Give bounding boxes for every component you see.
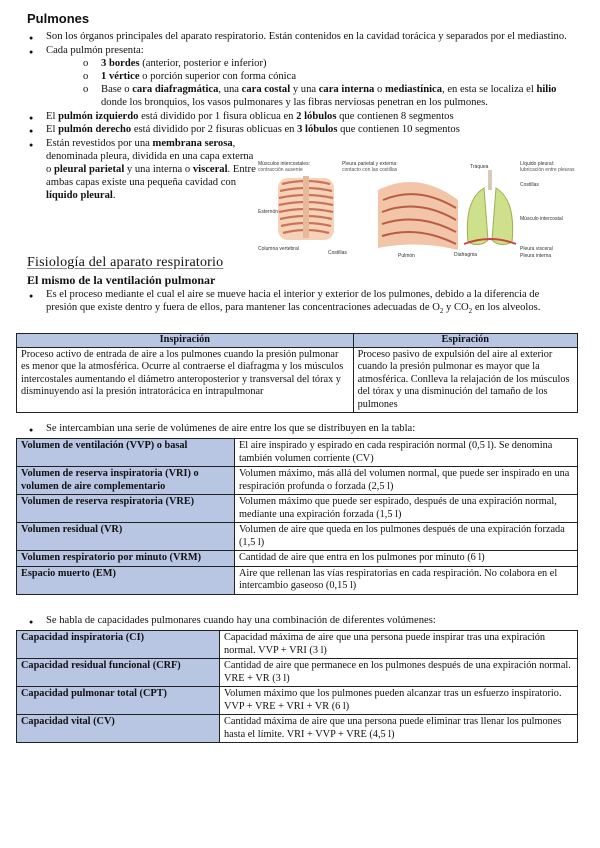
row-value: Volumen máximo que puede ser espirado, después de una expiración normal, mediante una expiración forzada (1,5 l) [235, 495, 578, 523]
section-subtitle: El mismo de la ventilación pulmonar [27, 273, 216, 287]
table-row [17, 523, 578, 551]
svg-text:Diafragma: Diafragma [454, 252, 478, 258]
table-row [17, 631, 578, 659]
row-value: Capacidad máxima de aire que una persona puede inspirar tras una expiración normal. VVP + VRI (3 l) [220, 631, 578, 659]
table-row [17, 467, 578, 495]
row-value: Volumen de aire que queda en los pulmones después de una expiración forzada (1,5 l) [235, 523, 578, 551]
volumes-intro: ● Se intercambian una serie de volúmenes de aire entre los que se distribuyen en la tabla: [27, 423, 572, 436]
svg-text:Pulmón: Pulmón [398, 253, 415, 259]
svg-text:contracción ausente: contracción ausente [258, 167, 303, 173]
row-key: Volumen residual (VR) [17, 523, 235, 551]
table-row [17, 551, 578, 567]
table-row [17, 566, 578, 594]
sub-item-base: o Base o cara diafragmática, una cara costal y una cara interna o mediastínica, en esta se localiza el hilio donde los bronquios, los vasos pulmonares y las fibras nerviosas penetran en los pulmones. [83, 84, 572, 110]
section-title: Fisiología del aparato respiratorio [27, 255, 224, 270]
svg-text:Músculo intercostal: Músculo intercostal [520, 216, 563, 222]
row-key: Volumen de reserva inspiratoria (VRI) o volumen de aire complementario [17, 467, 235, 495]
row-key: Capacidad residual funcional (CRF) [17, 659, 220, 687]
row-key: Volumen de ventilación (VVP) o basal [17, 439, 235, 467]
row-key: Capacidad inspiratoria (CI) [17, 631, 220, 659]
pleura-panel [342, 161, 458, 259]
label-musculos: Músculos intercostales: [258, 161, 310, 167]
sub-item-vertice: o 1 vértice o porción superior con forma cónica [83, 71, 572, 84]
table-row [17, 495, 578, 523]
table-row [17, 687, 578, 715]
svg-text:Esternón: Esternón [258, 209, 279, 215]
row-value: El aire inspirado y espirado en cada respiración normal (0,5 l). Se denomina también volumen corriente (CV) [235, 439, 578, 467]
row-key: Espacio muerto (EM) [17, 566, 235, 594]
sub-item-bordes: o 3 bordes (anterior, posterior e inferior) [83, 58, 572, 71]
list-item: ● Cada pulmón presenta: o 3 bordes (anterior, posterior e inferior) o 1 vértice o porción superior con forma cónica o Base o cara diafragmática, una cara costal y una cara interna o mediastínica, en esta se localiza el hilio donde los bronquios, los vasos pulmonares y las fibras nerviosas penetran en los pulmones. [27, 45, 572, 110]
row-key: Volumen de reserva respiratoria (VRE) [17, 495, 235, 523]
svg-text:lubricación entre pleuras: lubricación entre pleuras [520, 167, 575, 173]
inspiration-expiration-table [16, 333, 578, 413]
volumes-table [16, 438, 578, 595]
svg-text:Costillas: Costillas [328, 250, 347, 256]
svg-text:contacto con las costillas: contacto con las costillas [342, 167, 398, 173]
lungs-panel [454, 161, 575, 259]
row-key: Capacidad pulmonar total (CPT) [17, 687, 220, 715]
row-value: Cantidad de aire que entra en los pulmones por minuto (6 l) [235, 551, 578, 567]
svg-text:Pleura visceral: Pleura visceral [520, 246, 553, 252]
capacities-table [16, 630, 578, 743]
table-cell: Proceso pasivo de expulsión del aire al exterior cuando la presión pulmonar es mayor que la atmosférica. Conlleva la relajación de los músculos del tórax y una disminución del tamaño de los pulmones [353, 347, 577, 413]
table-header: Inspiración [17, 334, 354, 348]
svg-text:Costillas: Costillas [520, 182, 539, 188]
list-item: ● El pulmón izquierdo está dividido por 1 fisura oblicua en 2 lóbulos que contienen 8 segmentos [27, 111, 572, 124]
svg-text:Pleura interna: Pleura interna [520, 253, 552, 259]
list-item: ● Están revestidos por una membrana serosa, denominada pleura, dividida en una capa externa o pleural parietal y una interna o visceral. Entre ambas capas existe una pequeña cavidad con líquido pleural. [27, 138, 572, 203]
table-row [17, 715, 578, 743]
row-value: Cantidad máxima de aire que una persona puede eliminar tras llenar los pulmones hasta el límite. VRI + VVP + VRE (4,5 l) [220, 715, 578, 743]
svg-text:Líquido pleural:: Líquido pleural: [520, 161, 555, 167]
capacities-intro: ● Se habla de capacidades pulmonares cuando hay una combinación de diferentes volúmenes: [27, 615, 572, 628]
table-cell: Proceso activo de entrada de aire a los pulmones cuando la presión pulmonar es menor que la atmosférica. Ocurre al contraerse el diafragma y los músculos intercostales aumentando el diámetro anteroposterior y transversal del tórax y disminuyendo así la presión intratorácica en intrapulmonar [17, 347, 354, 413]
row-key: Volumen respiratorio por minuto (VRM) [17, 551, 235, 567]
row-value: Cantidad de aire que permanece en los pulmones después de una expiración normal. VRE + VR (3 l) [220, 659, 578, 687]
list-item: ● Son los órganos principales del aparato respiratorio. Están contenidos en la cavidad torácica y separados por el mediastino. [27, 31, 572, 44]
svg-text:Tráquea: Tráquea [470, 164, 489, 170]
ventilation-paragraph: ● Es el proceso mediante el cual el aire se mueve hacia el interior y exterior de los pulmones, debido a la diferencia de presión que existe dentro y fuera de ellos, para mantener las concentraciones adecuadas de $O_2$ y $CO_2$ en los alveolos. [27, 289, 572, 316]
row-value: Volumen máximo que los pulmones pueden alcanzar tras un esfuerzo inspiratorio. VVP + VRE + VRI + VR (6 l) [220, 687, 578, 715]
row-value: Volumen máximo, más allá del volumen normal, que puede ser inspirado en una respiración profunda o forzada (2,5 l) [235, 467, 578, 495]
rib-cage-panel [258, 161, 347, 256]
list-item: ● El pulmón derecho está dividido por 2 fisuras oblicuas en 3 lóbulos que contienen 10 segmentos [27, 124, 572, 137]
sub-list [46, 58, 572, 110]
row-value: Aire que rellenan las vías respiratorias en cada respiración. No colabora en el intercambio gaseoso (0,15 l) [235, 566, 578, 594]
table-header: Espiración [353, 334, 577, 348]
page-title: Pulmones [27, 11, 90, 26]
lung-anatomy-figure [258, 160, 580, 260]
table-row [17, 439, 578, 467]
table-row [17, 659, 578, 687]
row-key: Capacidad vital (CV) [17, 715, 220, 743]
svg-text:Pleura parietal y externa:: Pleura parietal y externa: [342, 161, 398, 167]
svg-text:Columna vertebral: Columna vertebral [258, 246, 299, 252]
